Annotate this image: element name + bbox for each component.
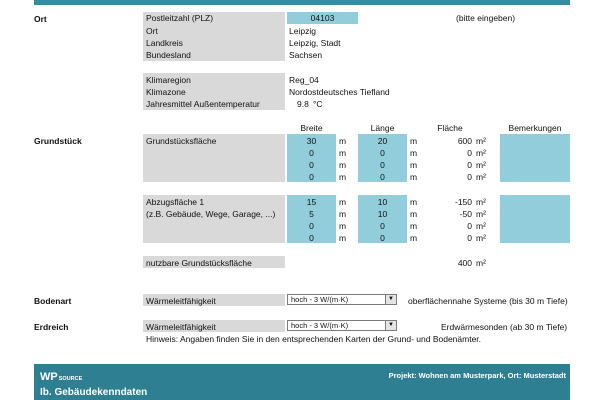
unit-m2: m² [476, 197, 486, 207]
unit-m: m [410, 197, 418, 207]
abzug-flaeche-value: -150 [454, 197, 472, 207]
unit-m: m [410, 136, 418, 146]
bodenart-waermeleit-select[interactable] [287, 294, 397, 305]
bodenart-waermeleit-label: Wärmeleitfähigkeit [146, 296, 216, 306]
unit-m: m [339, 233, 347, 243]
breite-input[interactable]: 30 [306, 136, 317, 146]
klimaregion-label: Klimaregion [146, 75, 191, 85]
unit-m: m [410, 148, 418, 158]
abzug-flaeche-value: 0 [467, 221, 472, 231]
abzug-bemerkungen-input[interactable] [500, 195, 570, 243]
unit-m2: m² [476, 221, 486, 231]
project-title: Projekt: Wohnen am Musterpark, Ort: Musterstadt [388, 371, 566, 380]
unit-m2: m² [476, 233, 486, 243]
unit-m: m [339, 136, 347, 146]
section-grundstueck-label: Grundstück [34, 136, 82, 146]
abzug-breite-input[interactable]: 0 [309, 233, 314, 243]
unit-m: m [339, 148, 347, 158]
unit-m: m [410, 233, 418, 243]
bundesland-label: Bundesland [146, 50, 191, 60]
bundesland-value: Sachsen [289, 50, 323, 60]
landkreis-value: Leipzig, Stadt [289, 38, 341, 48]
erdreich-waermeleit-label: Wärmeleitfähigkeit [146, 322, 216, 332]
logo-sub: SOURCE [58, 376, 83, 382]
chevron-down-icon[interactable]: ▼ [385, 321, 396, 330]
flaeche-value: 600 [457, 136, 472, 146]
abzug-laenge-input[interactable]: 0 [380, 221, 385, 231]
bemerkungen-input[interactable] [500, 134, 570, 182]
abzug-flaeche-value: -50 [459, 209, 472, 219]
section-erdreich-label: Erdreich [34, 322, 69, 332]
nutzbare-flaeche-label: nutzbare Grundstücksfläche [146, 258, 252, 268]
abzug-laenge-input[interactable]: 10 [377, 197, 388, 207]
unit-m: m [410, 209, 418, 219]
breite-input[interactable]: 0 [309, 160, 314, 170]
logo-main: WP [40, 371, 58, 383]
unit-m2: m² [476, 209, 486, 219]
unit-m: m [339, 197, 347, 207]
klimaregion-value: Reg_04 [289, 75, 319, 85]
col-flaeche-header: Fläche [437, 123, 463, 133]
flaeche-value: 0 [467, 160, 472, 170]
plz-hint: (bitte eingeben) [456, 13, 516, 23]
flaeche-value: 0 [467, 172, 472, 182]
laenge-input[interactable]: 20 [377, 136, 388, 146]
abzug-breite-input[interactable]: 15 [306, 197, 317, 207]
landkreis-label: Landkreis [146, 38, 183, 48]
laenge-input[interactable]: 0 [380, 148, 385, 158]
breite-input[interactable]: 0 [309, 148, 314, 158]
col-laenge-header: Länge [370, 123, 395, 133]
unit-m: m [339, 160, 347, 170]
unit-m: m [339, 209, 347, 219]
temperatur-value: 9.8 [297, 99, 309, 109]
plz-label: Postleitzahl (PLZ) [146, 13, 214, 23]
section-bodenart-label: Bodenart [34, 296, 72, 306]
nutzbare-flaeche-value: 400 [457, 258, 472, 268]
erdreich-note: Erdwärmesonden (ab 30 m Tiefe) [441, 322, 568, 332]
abzug-breite-input[interactable]: 5 [309, 209, 314, 219]
temperatur-unit: °C [313, 99, 323, 109]
report-footer-bar [34, 364, 570, 400]
ort-label: Ort [146, 26, 158, 36]
grundstuecksflaeche-label: Grundstücksfläche [146, 136, 217, 146]
abzug-breite-input[interactable]: 0 [309, 221, 314, 231]
abzug-laenge-input[interactable]: 10 [377, 209, 388, 219]
unit-m2: m² [476, 136, 486, 146]
abzugsflaeche-label: Abzugsfläche 1 [146, 197, 205, 207]
section-ort-label: Ort [34, 14, 47, 24]
bodenart-note: oberflächennahe Systeme (bis 30 m Tiefe) [408, 296, 568, 306]
laenge-input[interactable]: 0 [380, 160, 385, 170]
top-divider [34, 0, 570, 5]
unit-m2: m² [476, 160, 486, 170]
bodenart-selected-value: hoch - 3 W/(m·K) [291, 295, 349, 304]
klimazone-value: Nordostdeutsches Tiefland [289, 87, 390, 97]
section-title: Ib. Gebäudekenndaten [40, 387, 148, 398]
flaeche-value: 0 [467, 148, 472, 158]
unit-m2: m² [476, 148, 486, 158]
col-bemerkungen-header: Bemerkungen [508, 123, 562, 133]
col-breite-header: Breite [300, 123, 323, 133]
unit-m2: m² [476, 172, 486, 182]
abzug-laenge-input[interactable]: 0 [380, 233, 385, 243]
unit-m2: m² [476, 258, 486, 268]
unit-m: m [339, 221, 347, 231]
ort-value: Leipzig [289, 26, 316, 36]
plz-input[interactable]: 04103 [287, 12, 358, 24]
unit-m: m [410, 172, 418, 182]
abzugsflaeche-sublabel: (z.B. Gebäude, Wege, Garage, ...) [146, 209, 276, 219]
temperatur-label: Jahresmittel Außentemperatur [146, 99, 260, 109]
abzug-flaeche-value: 0 [467, 233, 472, 243]
unit-m: m [339, 172, 347, 182]
hinweis-text: Hinweis: Angaben finden Sie in den entsprechenden Karten der Grund- und Bodenämter. [146, 334, 482, 344]
klimazone-label: Klimazone [146, 87, 186, 97]
breite-input[interactable]: 0 [309, 172, 314, 182]
unit-m: m [410, 160, 418, 170]
erdreich-waermeleit-select[interactable] [287, 320, 397, 331]
erdreich-selected-value: hoch - 3 W/(m·K) [291, 321, 349, 330]
chevron-down-icon[interactable]: ▼ [385, 295, 396, 304]
logo [40, 371, 82, 383]
unit-m: m [410, 221, 418, 231]
laenge-input[interactable]: 0 [380, 172, 385, 182]
